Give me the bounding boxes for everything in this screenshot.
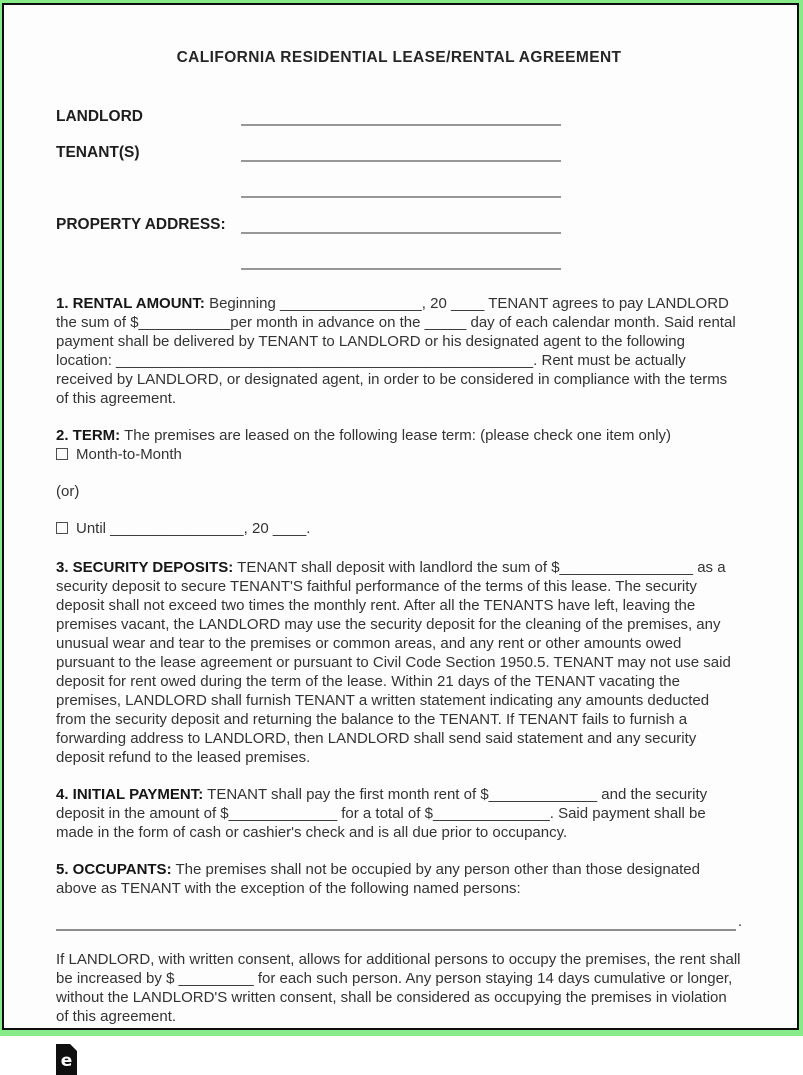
section-rental-amount bbox=[56, 294, 742, 408]
document-page bbox=[2, 3, 799, 1071]
term-option-until bbox=[56, 519, 742, 538]
section-occupants bbox=[56, 860, 742, 898]
term-option-month-to-month bbox=[56, 445, 742, 464]
occupants-blank-line-row bbox=[56, 912, 742, 931]
term-or-label: (or) bbox=[56, 483, 80, 500]
page-title: CALIFORNIA RESIDENTIAL LEASE/RENTAL AGREEMENT bbox=[176, 49, 622, 66]
section-additional-occupants bbox=[56, 950, 742, 1026]
month-to-month-label: Month-to-Month bbox=[76, 446, 182, 463]
tenants-field-row-2 bbox=[56, 179, 742, 198]
section-term bbox=[56, 426, 742, 445]
initial-payment-heading: 4. INITIAL PAYMENT: bbox=[56, 786, 204, 803]
property-address-label: PROPERTY ADDRESS: bbox=[56, 216, 226, 233]
occupants-heading: 5. OCCUPANTS: bbox=[56, 861, 172, 878]
landlord-blank-line[interactable] bbox=[241, 107, 561, 126]
page-fold-corner bbox=[70, 1044, 77, 1051]
property-address-blank-line-2[interactable] bbox=[241, 251, 561, 270]
property-address-field-row-2 bbox=[56, 251, 742, 270]
security-deposits-heading: 3. SECURITY DEPOSITS: bbox=[56, 559, 234, 576]
term-intro-text: The premises are leased on the following lease term: (please check one item only) bbox=[124, 427, 672, 444]
security-deposits-body: TENANT shall deposit with landlord the sum of $________________ as a security deposit to secure TENANT'S faithful performance of the terms of this lease. The security deposit shall not exceed two times the monthly rent. After all the TENANTS have left, leaving the premises vacant, the LANDLORD may use the security deposit for the cleaning of the premises, any unusual wear and tear to the premises or common areas, and any rent or other amounts owed pursuant to the lease agreement or pursuant to Civil Code Section 1950.5. TENANT may not use said deposit for rent owed during the term of the lease. Within 21 days of the TENANT vacating the premises, LANDLORD shall furnish TENANT a written statement indicating any amounts deducted from the security deposit and returning the balance to the TENANT. If TENANT fails to furnish a forwarding address to LANDLORD, then LANDLORD shall send said statement and any security deposit refund to the leased premises. bbox=[56, 559, 731, 766]
landlord-label: LANDLORD bbox=[56, 108, 143, 125]
rental-amount-body: Beginning _________________, 20 ____ TENANT agrees to pay LANDLORD the sum of $___________per month in advance on the _____ day of each calendar month. Said rental payment shall be delivered by TENANT to LANDLORD or his designated agent to the following location: __________________________________________________. Rent must be actually received by LANDLORD, or designated agent, in order to be considered in compliance with the terms of this agreement. bbox=[56, 295, 736, 407]
tenants-blank-line-1[interactable] bbox=[241, 143, 561, 162]
property-address-field-row bbox=[56, 215, 742, 234]
tenants-label: TENANT(S) bbox=[56, 144, 140, 161]
additional-occupants-body: If LANDLORD, with written consent, allows for additional persons to occupy the premises, the rent shall be increased by $ _________ for each such person. Any person staying 14 days cumulative or longer, without the LANDLORD'S written consent, shall be considered as occupying the premises in violation of this agreement. bbox=[56, 951, 741, 1025]
until-checkbox[interactable] bbox=[56, 522, 68, 534]
tenants-blank-line-2[interactable] bbox=[241, 179, 561, 198]
section-initial-payment bbox=[56, 785, 742, 842]
eforms-logo-icon bbox=[56, 1044, 77, 1075]
section-security-deposits bbox=[56, 558, 742, 767]
term-heading: 2. TERM: bbox=[56, 427, 121, 444]
eforms-logo-letter: e bbox=[60, 1050, 73, 1071]
landlord-field-row bbox=[56, 107, 742, 126]
month-to-month-checkbox[interactable] bbox=[56, 448, 68, 460]
occupants-blank-line-period: . bbox=[737, 913, 742, 930]
header-fields bbox=[56, 107, 742, 270]
initial-payment-body: TENANT shall pay the first month rent of $_____________ and the security deposit in the amount of $_____________ for a total of $______________. Said payment shall be made in the form of cash or cashier's check and is all due prior to occupancy. bbox=[56, 786, 708, 841]
occupants-blank-line[interactable] bbox=[56, 915, 736, 931]
occupants-body: The premises shall not be occupied by any person other than those designated above as TENANT with the exception of the following named persons: bbox=[56, 861, 700, 897]
rental-amount-heading: 1. RENTAL AMOUNT: bbox=[56, 295, 205, 312]
tenants-field-row bbox=[56, 143, 742, 162]
property-address-blank-line-1[interactable] bbox=[241, 215, 561, 234]
until-label: Until ________________, 20 ____. bbox=[76, 520, 311, 537]
